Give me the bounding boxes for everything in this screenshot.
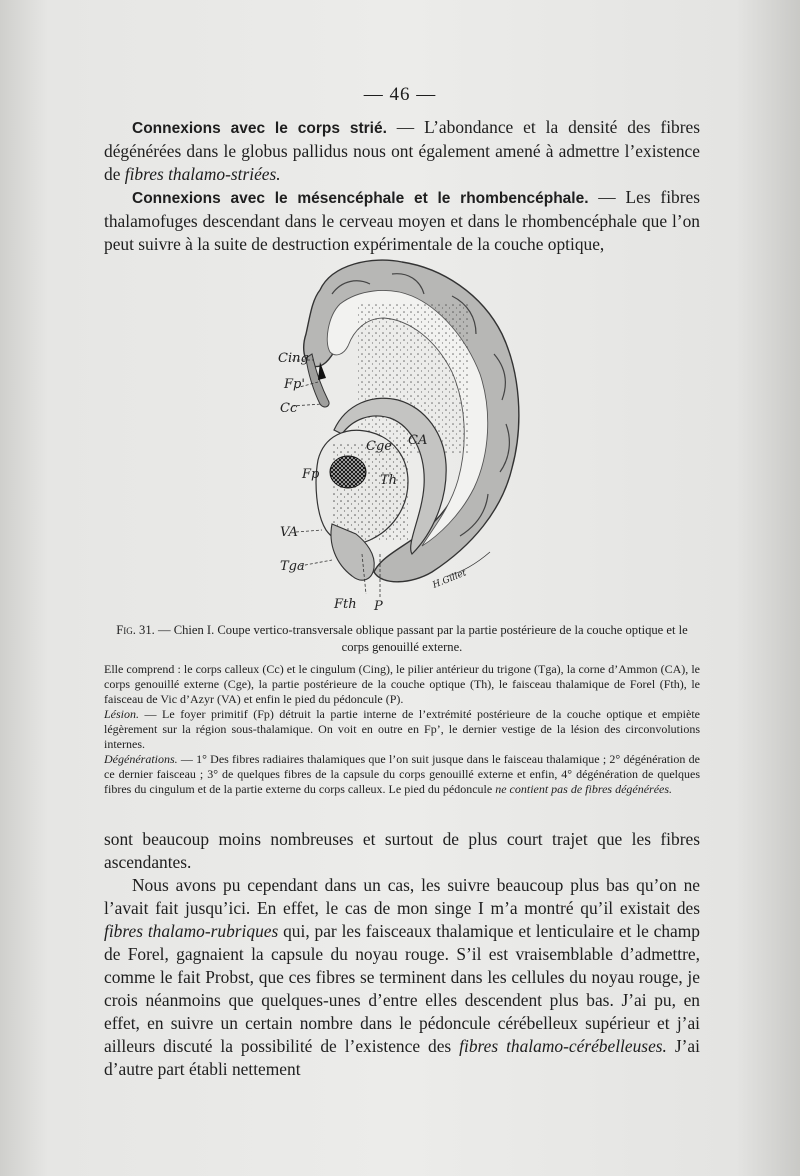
caption-degenerations	[104, 752, 700, 797]
label-p: P	[374, 599, 383, 614]
label-cge: Cge	[366, 439, 392, 454]
lesion-text: — Le foyer primitif (Fp) détruit la partie interne de l’extrémité postérieure de la couche optique et empiète légèrement sur la région sous-thalamique. On voit en outre en Fp’, le dernier vestige de la lésion des circonvolutions internes.	[104, 707, 700, 751]
degenerations-italic: ne contient pas de fibres dégénérées.	[495, 782, 673, 796]
degenerations-text: — 1° Des fibres radiaires thalamiques que l’on suit jusque dans le faisceau thalamique ; 2° dégénération de ce dernier faisceau ; 3° de quelques fibres de la capsule du corps genouillé externe et enfin, 4° dégénération de quelques fibres du cingulum et de la partie externe du corps calleux. Le pied du pédoncule	[104, 752, 700, 796]
figure-reference: Fig. 31.	[116, 623, 155, 637]
label-fp-prime: Fp'	[284, 377, 305, 392]
label-va: VA	[280, 525, 298, 540]
label-cing: Cing	[278, 351, 309, 366]
page-number: — 46 —	[363, 84, 437, 105]
label-th: Th	[380, 473, 398, 488]
italic-term: fibres thalamo-striées.	[124, 164, 281, 184]
paragraph-text: J’ai d’autre part établi nettement	[104, 1036, 700, 1079]
bottom-text	[104, 828, 700, 1081]
caption-title-text: — Chien I. Coupe vertico-transversale oblique passant par la partie postérieure de la couche optique et le corps genouillé externe.	[154, 623, 688, 654]
label-cc: Cc	[280, 401, 298, 416]
degenerations-label: Dégénérations.	[104, 752, 178, 766]
paragraph-text: — Les fibres thalamofuges descendant dans le cerveau moyen et dans le rhombencéphale que l’on peut suivre à la suite de destruction expérimentale de la couche optique,	[104, 187, 700, 254]
paragraph-corps-strie	[104, 116, 700, 186]
paragraph-text: — L’abondance et la densité des fibres dégénérées dans le globus pallidus nous ont également amené à admettre l’existence de	[104, 117, 700, 184]
label-fp: Fp	[302, 467, 320, 482]
brain-section-drawing	[262, 254, 542, 614]
caption-title	[104, 622, 700, 656]
paragraph-continuation: sont beaucoup moins nombreuses et surtout de plus court trajet que les fibres ascendantes.	[104, 829, 700, 872]
paragraph-text: qui, par les faisceaux thalamique et lenticulaire et le champ de Forel, gagnaient la capsule du noyau rouge. S’il est vraisemblable d’admettre, comme le fait Probst, que ces fibres se terminent dans les cellules du noyau rouge, je crois néanmoins que quelques-unes d’entre elles descendent plus bas. J’ai pu, en effet, en suivre un certain nombre dans le pédoncule cérébelleux supérieur et j’ai ailleurs discuté la possibilité de l’existence des	[104, 921, 700, 1056]
label-fth: Fth	[334, 597, 357, 612]
label-ca: CA	[408, 433, 428, 448]
section-heading-corps-strie: Connexions avec le corps strié.	[132, 120, 387, 137]
caption-body: Elle comprend : le corps calleux (Cc) et le cingulum (Cing), le pilier antérieur du trigone (Tga), la corne d’Ammon (CA), le corps genouillé externe (Cge), la partie postérieure de la couche optique (Th), le faisceau thalamique de Forel (Fth), le faisceau de Vic d’Azyr (VA) et enfin le pied du pédoncule (P).	[104, 662, 700, 706]
artist-signature: H.Gillet	[431, 568, 469, 591]
label-tga: Tga	[280, 559, 305, 574]
paragraph-thalamo-rubriques	[104, 874, 700, 1081]
top-text	[104, 116, 700, 256]
brain-section-figure	[262, 254, 542, 614]
italic-term: fibres thalamo-rubriques	[104, 921, 279, 941]
lesion-focus	[330, 456, 366, 488]
paragraph-mesencephale	[104, 186, 700, 256]
section-heading-mesencephale: Connexions avec le mésencéphale et le rhombencéphale.	[132, 190, 589, 207]
caption-lesion	[104, 707, 700, 752]
lesion-label: Lésion.	[104, 707, 140, 721]
italic-term: fibres thalamo-cérébelleuses.	[459, 1036, 667, 1056]
figure-caption	[104, 622, 700, 797]
paragraph-text: Nous avons pu cependant dans un cas, les suivre beaucoup plus bas qu’on ne l’avait fait jusqu’ici. En effet, le cas de mon singe I m’a montré qu’il existait des	[104, 875, 700, 918]
